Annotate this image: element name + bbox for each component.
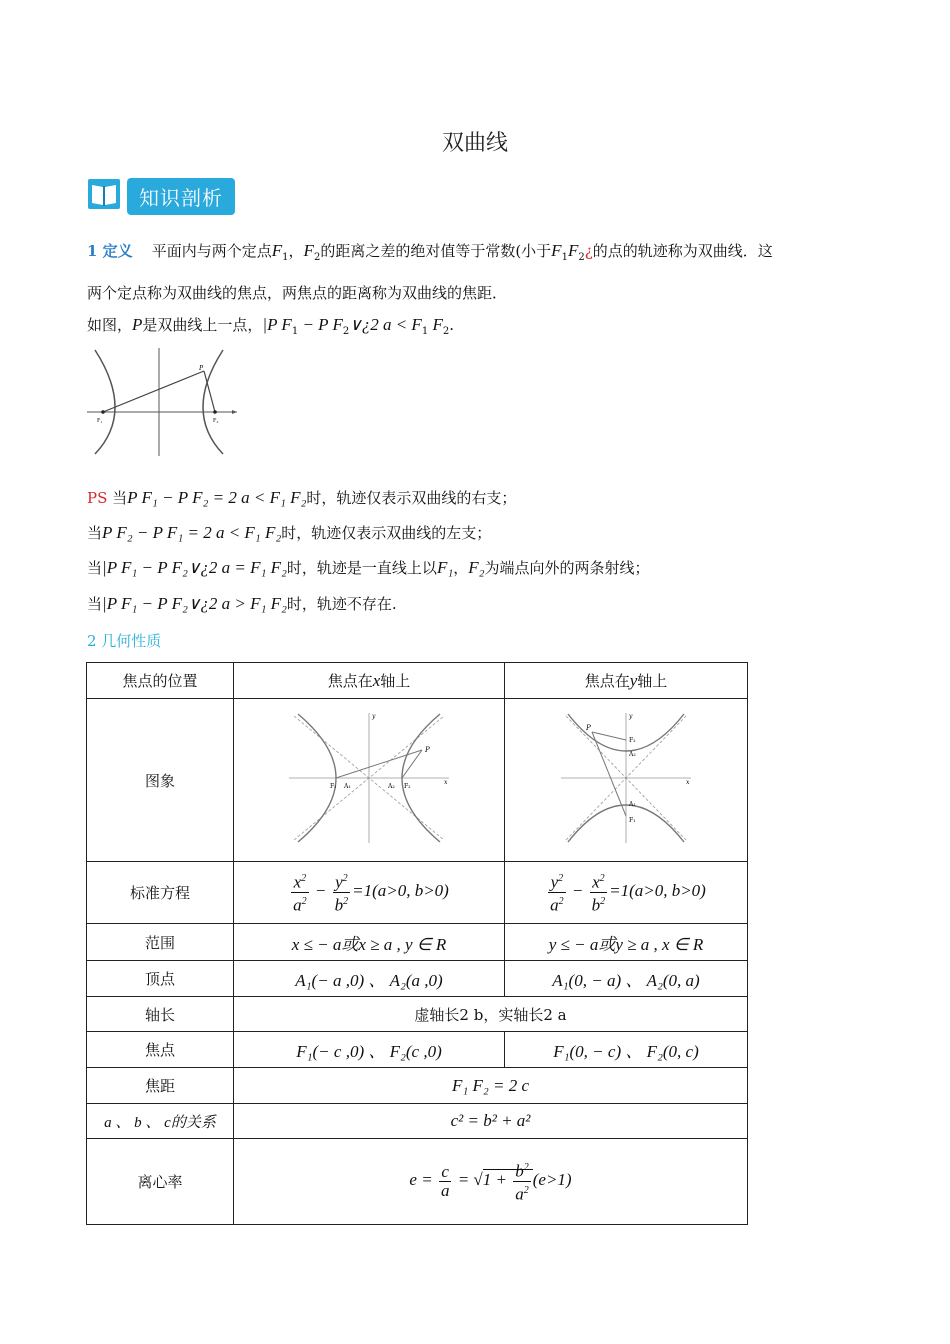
- svg-text:F₁: F₁: [330, 783, 337, 790]
- table-cell: F₁(0, − c) 、 F₂(0, c): [505, 1032, 748, 1068]
- table-cell: F₁(− c ,0) 、 F₂(c ,0): [234, 1032, 505, 1068]
- table-row: [87, 862, 748, 924]
- section-2-heading: 2 几何性质: [87, 632, 162, 650]
- equation-y: $\frac{y^2}{a^2}$ − $\frac{x^2}{b^2}$ =1(a>0, b>0): [505, 862, 748, 924]
- table-row: [87, 663, 748, 699]
- table-row: [87, 1139, 748, 1225]
- eccentricity-formula: e = $\frac{c}{a}$ = √1 + $\frac{b^2}{a^2}$ (e>1): [234, 1139, 748, 1225]
- svg-text:x: x: [444, 779, 448, 786]
- ps-line-1: PS 当P F₁ − P F₂ = 2 a < F₁ F₂时，轨迹仅表示双曲线的右支；: [87, 488, 517, 507]
- svg-text:y: y: [372, 713, 376, 720]
- figure-label-f2: F₂: [213, 418, 219, 424]
- table-header-cell: 焦点在x轴上: [234, 663, 505, 699]
- table-cell: 轴长: [87, 997, 234, 1032]
- table-cell: 焦距: [87, 1068, 234, 1104]
- table-cell: 标准方程: [87, 862, 234, 924]
- definition-line-1: 1 定义 平面内与两个定点$F_1$，$F_2$的距离之差的绝对值等于常数(小于$F_1F_2¿$的点的轨迹称为双曲线．这: [87, 241, 773, 263]
- properties-table: [86, 662, 748, 1225]
- table-cell: F₁ F₂ = 2 c: [234, 1068, 748, 1104]
- svg-text:y: y: [629, 713, 633, 720]
- table-header-cell: 焦点在y轴上: [505, 663, 748, 699]
- table-row: [87, 997, 748, 1032]
- table-cell: 图象: [87, 699, 234, 862]
- y-axis-hyperbola-figure: [505, 699, 748, 862]
- table-cell: 虚轴长2 b，实轴长2 a: [234, 997, 748, 1032]
- page-title: 双曲线: [441, 131, 508, 156]
- svg-text:F₂: F₂: [404, 783, 411, 790]
- table-row: [87, 1032, 748, 1068]
- svg-text:A₁: A₁: [344, 783, 351, 790]
- table-row: [87, 1104, 748, 1139]
- table-cell: a 、 b 、 c的关系: [87, 1104, 234, 1139]
- table-row: [87, 924, 748, 961]
- table-row: [87, 699, 748, 862]
- table-cell: y ≤ − a或y ≥ a , x ∈ R: [505, 924, 748, 961]
- table-cell: 焦点: [87, 1032, 234, 1068]
- x-axis-hyperbola-figure: [234, 699, 505, 862]
- table-row: [87, 961, 748, 997]
- svg-text:P: P: [586, 724, 591, 732]
- table-row: [87, 1068, 748, 1104]
- table-cell: 离心率: [87, 1139, 234, 1225]
- table-cell: x ≤ − a或x ≥ a , y ∈ R: [234, 924, 505, 961]
- definition-line-3: 如图，P是双曲线上一点，|P $F_1 - P$ $F_2\vee¿2$ $a < F_1$ $F_2$.: [87, 315, 454, 337]
- table-cell: 范围: [87, 924, 234, 961]
- table-cell: A₁(0, − a) 、 A₂(0, a): [505, 961, 748, 997]
- open-book-icon: [87, 177, 121, 215]
- section-banner: [87, 178, 235, 214]
- table-cell: c² = b² + a²: [234, 1104, 748, 1139]
- ps-tag: PS: [87, 489, 108, 507]
- svg-text:F₂: F₂: [629, 737, 636, 744]
- svg-text:A₂: A₂: [629, 751, 636, 758]
- table-cell: A₁(− a ,0) 、 A₂(a ,0): [234, 961, 505, 997]
- svg-text:F₁: F₁: [629, 817, 636, 824]
- definition-number: 1 定义: [87, 242, 133, 260]
- svg-text:A₁: A₁: [629, 801, 636, 808]
- figure-label-f1: F₁: [97, 418, 103, 424]
- table-cell: 顶点: [87, 961, 234, 997]
- svg-text:A₂: A₂: [388, 783, 395, 790]
- equation-x: $\frac{x^2}{a^2}$ − $\frac{y^2}{b^2}$ =1(a>0, b>0): [234, 862, 505, 924]
- ps-line-4: 当|P F₁ − P F₂∨¿2 a > F₁ F₂时，轨迹不存在.: [87, 594, 397, 613]
- table-header-cell: 焦点的位置: [87, 663, 234, 699]
- section-banner-label: 知识剖析: [127, 178, 235, 215]
- definition-line-2: 两个定点称为双曲线的焦点，两焦点的距离称为双曲线的焦距．: [87, 284, 508, 302]
- ps-line-3: 当|P F₁ − P F₂∨¿2 a = F₁ F₂时，轨迹是一直线上以F₁，F₂为端点向外的两条射线；: [87, 558, 650, 577]
- definition-figure: [87, 346, 239, 462]
- ps-line-2: 当P F₂ − P F₁ = 2 a < F₁ F₂时，轨迹仅表示双曲线的左支；: [87, 523, 492, 542]
- svg-text:x: x: [686, 779, 690, 786]
- svg-text:P: P: [425, 746, 430, 754]
- figure-label-p: P: [199, 364, 204, 372]
